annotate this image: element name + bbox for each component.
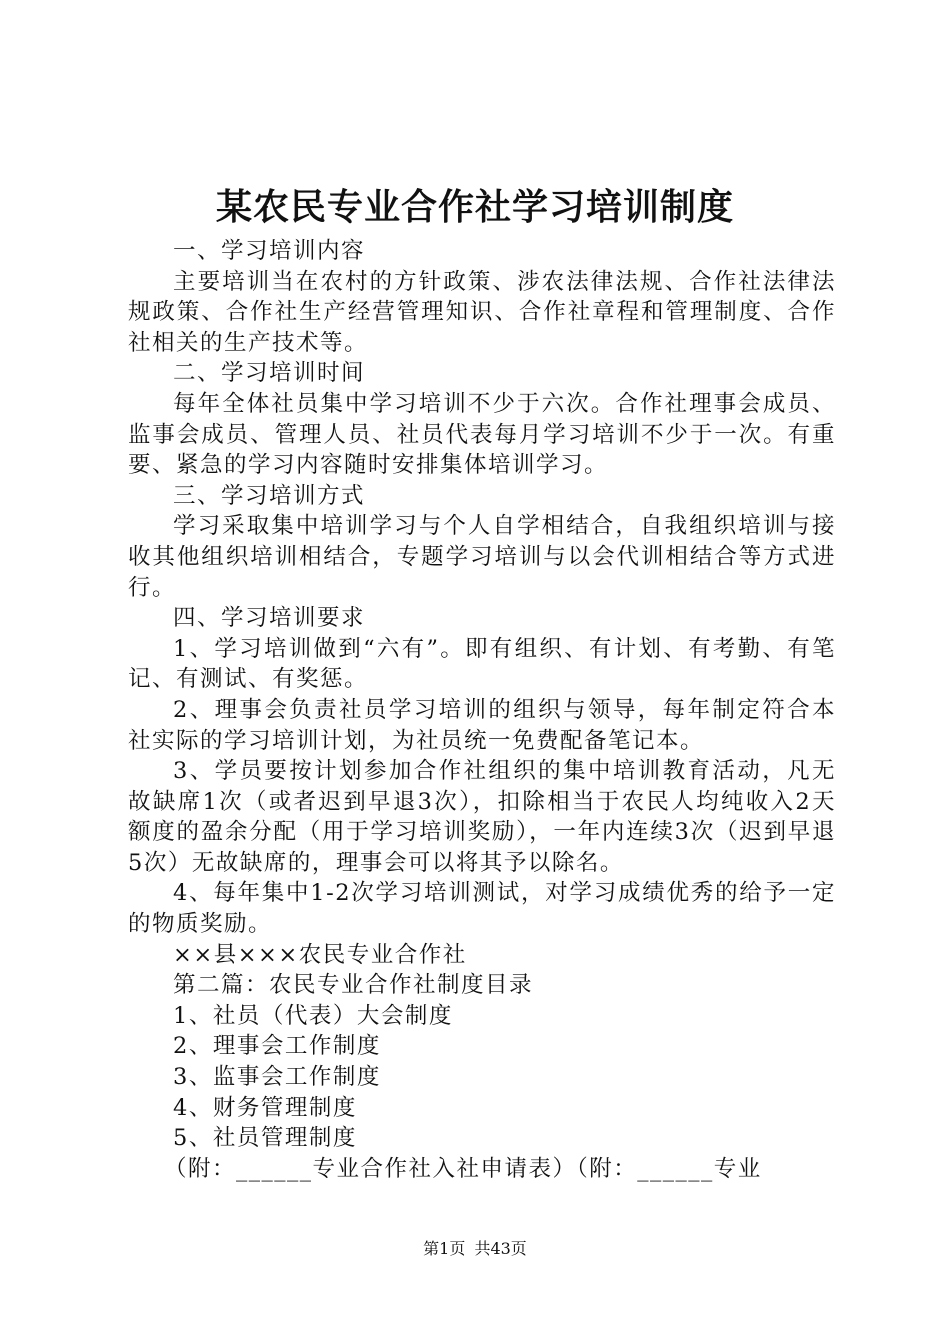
signature-organization: ××县×××农民专业合作社 xyxy=(173,941,467,968)
paragraph-method: 学习采取集中培训学习与个人自学相结合，自我组织培训与接收其他组织培训相结合，专题学习培训与以会代训相结合等方式进行。 xyxy=(128,513,836,601)
toc-item-2: 2、理事会工作制度 xyxy=(173,1033,381,1060)
section-heading-content: 一、学习培训内容 xyxy=(173,238,366,264)
second-chapter-heading: 第二篇：农民专业合作社制度目录 xyxy=(173,972,534,999)
paragraph-content: 主要培训当在农村的方针政策、涉农法律法规、合作社法律法规政策、合作社生产经营管理知识、合作社章程和管理制度、合作社相关的生产技术等。 xyxy=(128,268,836,356)
section-heading-time: 二、学习培训时间 xyxy=(173,360,366,387)
section-heading-method: 三、学习培训方式 xyxy=(173,482,366,509)
toc-item-5: 5、社员管理制度 xyxy=(173,1125,357,1152)
toc-item-1: 1、社员（代表）大会制度 xyxy=(173,1002,453,1029)
document-body xyxy=(128,236,836,1184)
section-heading-requirements: 四、学习培训要求 xyxy=(173,605,366,632)
requirement-item-2: 2、理事会负责社员学习培训的组织与领导，每年制定符合本社实际的学习培训计划，为社员统一免费配备笔记本。 xyxy=(128,696,836,754)
page-footer: 第1页 共43页 xyxy=(423,1239,527,1258)
requirement-item-3: 3、学员要按计划参加合作社组织的集中培训教育活动，凡无故缺席1次（或者迟到早退3次），扣除相当于农民人均纯收入2天额度的盈余分配（用于学习培训奖励），一年内连续3次（迟到早退5次）无故缺席的，理事会可以将其予以除名。 xyxy=(128,758,836,876)
paragraph-time: 每年全体社员集中学习培训不少于六次。合作社理事会成员、监事会成员、管理人员、社员代表每月学习培训不少于一次。有重要、紧急的学习内容随时安排集体培训学习。 xyxy=(128,390,836,479)
appendix-line: （附：______专业合作社入社申请表）（附：______专业 xyxy=(164,1155,762,1182)
requirement-item-4: 4、每年集中1-2次学习培训测试，对学习成绩优秀的给予一定的物质奖励。 xyxy=(128,880,836,938)
document-title: 某农民专业合作社学习培训制度 xyxy=(215,187,734,228)
requirement-item-1: 1、学习培训做到“六有”。即有组织、有计划、有考勤、有笔记、有测试、有奖惩。 xyxy=(128,635,836,693)
toc-item-4: 4、财务管理制度 xyxy=(173,1094,357,1121)
toc-item-3: 3、监事会工作制度 xyxy=(173,1064,381,1091)
